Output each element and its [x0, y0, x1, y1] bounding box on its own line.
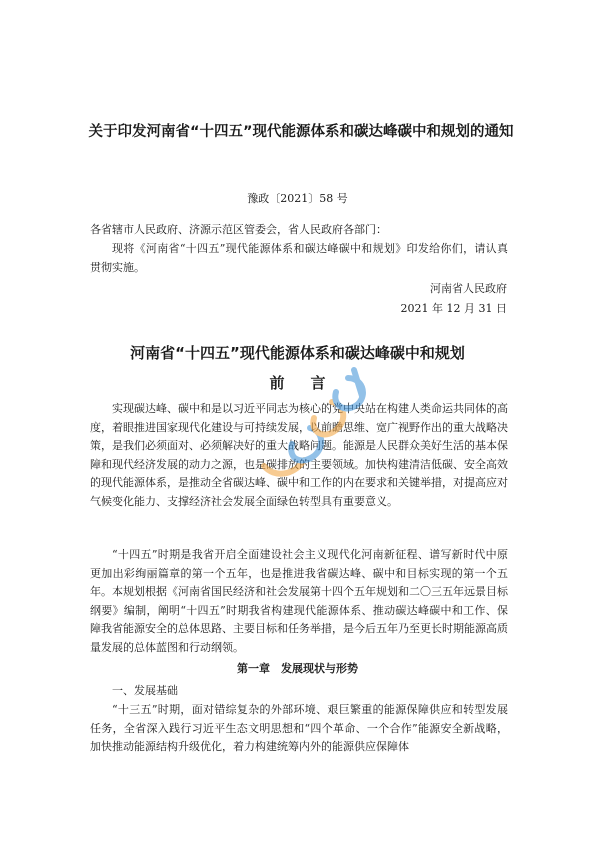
watermark-logo: [244, 348, 374, 498]
notice-date: 2021 年 12 月 31 日: [400, 302, 507, 315]
notice-title: 关于印发河南省“十四五”现代能源体系和碳达峰碳中和规划的通知: [88, 124, 514, 140]
notice-body: 现将《河南省“十四五”现代能源体系和碳达峰碳中和规划》印发给你们，请认真贯彻实施。: [90, 242, 508, 274]
notice-recipients: 各省辖市人民政府、济源示范区管委会，省人民政府各部门：: [90, 223, 387, 236]
chapter-heading: 第一章 发展现状与形势: [237, 662, 358, 675]
preface-paragraph-2: “十四五”时期是我省开启全面建设社会主义现代化河南新征程、谱写新时代中原更加出彩绚丽篇章的第一个五年，也是推进我省碳达峰、碳中和目标实现的第一个五年。本规划根据《河南省国民经济和社会发展第十四个五年规划和二〇三五年远景目标纲要》编制，阐明“十四五”时期我省构建现代能源体系、推动碳达峰碳中和工作、保障我省能源安全的总体思路、主要目标和任务举措，是今后五年乃至更长时期能源高质量发展的总体蓝图和行动纲领。: [90, 548, 508, 654]
notice-issuer: 河南省人民政府: [430, 282, 507, 295]
preface-heading: 前言: [269, 374, 352, 392]
section-heading: 一、发展基础: [112, 684, 178, 697]
section-paragraph-1: “十三五”时期，面对错综复杂的外部环境、艰巨繁重的能源保障供应和转型发展任务，全省深入践行习近平生态文明思想和“四个革命、一个合作”能源安全新战略，加快推动能源结构升级优化，着力构建统筹内外的能源供应保障体: [90, 703, 508, 753]
document-number: 豫政〔2021〕58 号: [247, 192, 348, 205]
plan-title: 河南省“十四五”现代能源体系和碳达峰碳中和规划: [130, 344, 465, 362]
preface-paragraph-1: 实现碳达峰、碳中和是以习近平同志为核心的党中央站在构建人类命运共同体的高度，着眼推进国家现代化建设与可持续发展，以前瞻思维、宽广视野作出的重大战略决策，是我们必须面对、必须解决好的重大战略问题。能源是人民群众美好生活的基本保障和现代经济发展的动力之源，也是碳排放的主要领域。加快构建清洁低碳、安全高效的现代能源体系，是推动全省碳达峰、碳中和工作的内在要求和关键举措，对提高应对气候变化能力、支撑经济社会发展全面绿色转型具有重要意义。: [90, 402, 508, 508]
